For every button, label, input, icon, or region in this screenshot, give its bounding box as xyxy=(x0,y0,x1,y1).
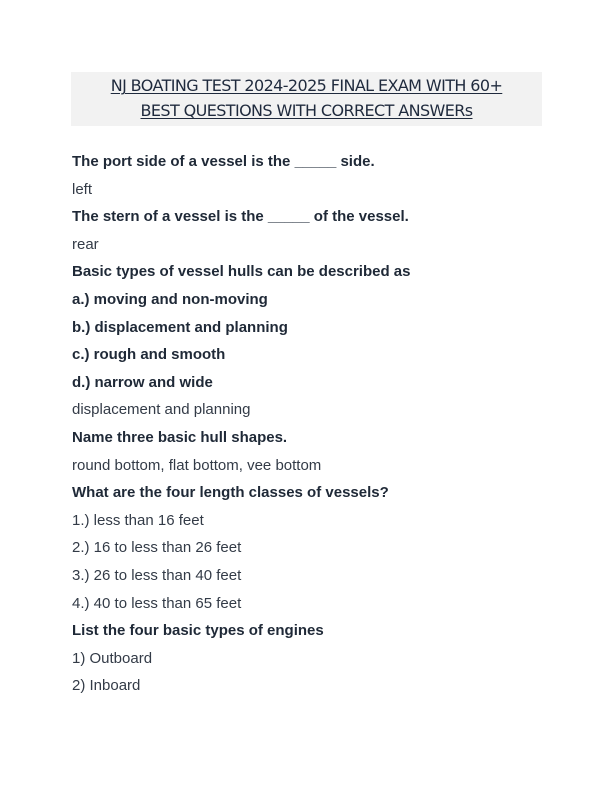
answer-line: displacement and planning xyxy=(72,401,251,419)
question-line: a.) moving and non-moving xyxy=(72,290,268,308)
document-title-line-1: NJ BOATING TEST 2024-2025 FINAL EXAM WITH 60+ xyxy=(110,76,503,95)
title-banner xyxy=(71,72,542,126)
question-line: The port side of a vessel is the _____ side. xyxy=(72,153,375,170)
document-title-line-2: BEST QUESTIONS WITH CORRECT ANSWERs xyxy=(140,101,473,120)
answer-line: 3.) 26 to less than 40 feet xyxy=(72,566,242,584)
question-line: The stern of a vessel is the _____ of the vessel. xyxy=(72,208,409,226)
answer-line: left xyxy=(72,180,93,198)
answer-line: 1) Outboard xyxy=(72,649,153,667)
answer-line: 1.) less than 16 feet xyxy=(72,511,204,529)
question-line: b.) displacement and planning xyxy=(72,318,288,336)
answer-line: rear xyxy=(72,235,99,253)
question-line: Name three basic hull shapes. xyxy=(72,428,288,446)
answer-line: 2) Inboard xyxy=(72,677,141,695)
question-answer-list xyxy=(72,151,542,703)
question-line: List the four basic types of engines xyxy=(72,622,324,640)
question-line: What are the four length classes of vessels? xyxy=(72,484,389,502)
question-line: c.) rough and smooth xyxy=(72,346,226,364)
question-line: d.) narrow and wide xyxy=(72,373,213,391)
answer-line: 2.) 16 to less than 26 feet xyxy=(72,539,242,557)
question-line: Basic types of vessel hulls can be described as xyxy=(72,263,411,281)
answer-line: round bottom, flat bottom, vee bottom xyxy=(72,456,322,474)
answer-line: 4.) 40 to less than 65 feet xyxy=(72,594,242,612)
